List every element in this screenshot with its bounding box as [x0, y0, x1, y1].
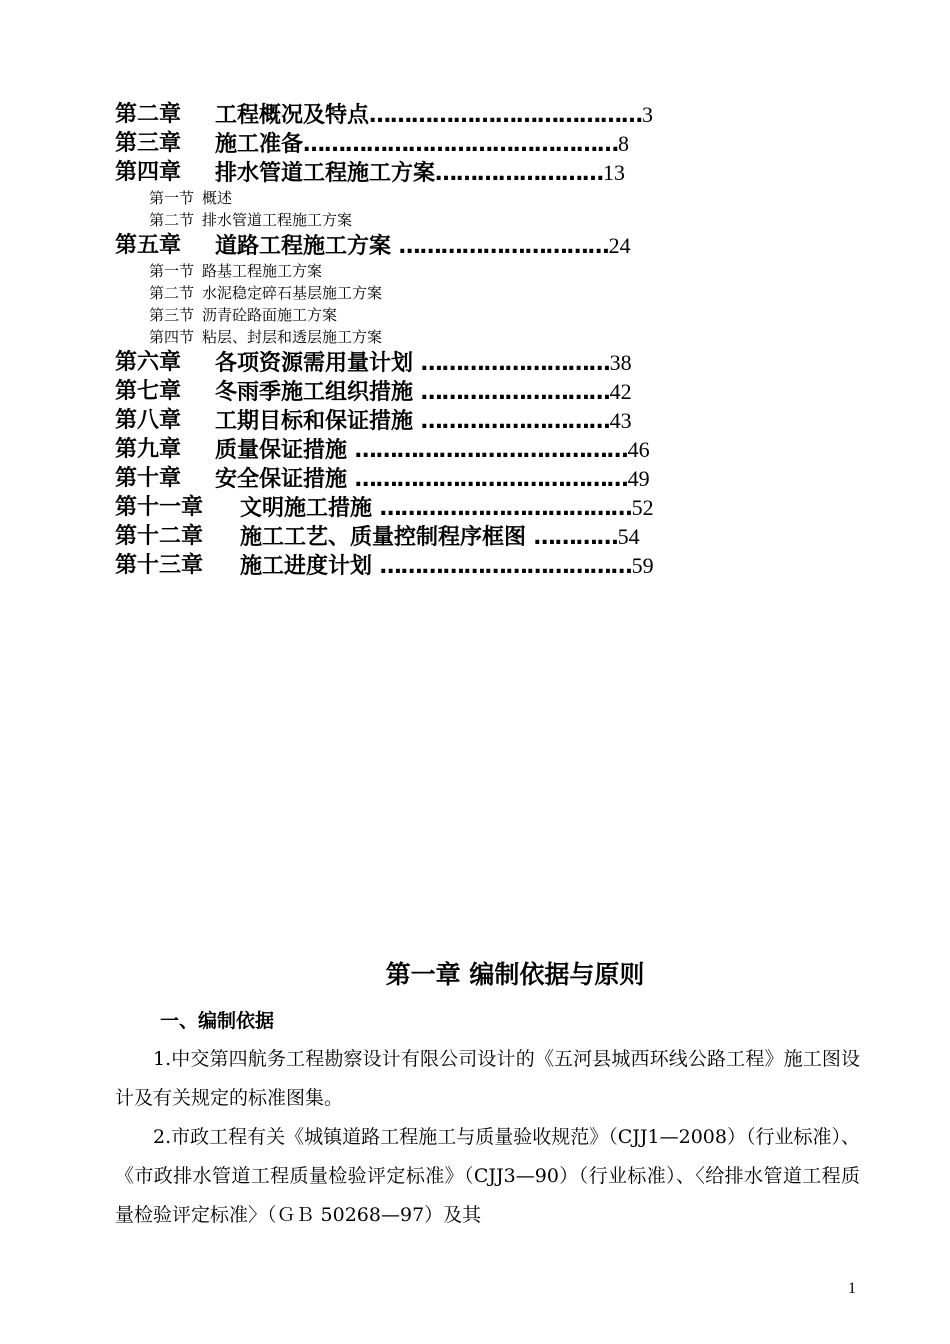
toc-chapter-entry: [115, 100, 735, 129]
toc-chapter-entry: [115, 522, 735, 551]
toc-chapter-label: 第八章: [115, 408, 182, 433]
toc-chapter-title: 施工准备: [215, 132, 304, 157]
toc-chapter-entry: [115, 348, 735, 377]
toc-chapter-entry: [115, 377, 735, 406]
toc-leader-dots: ………………………: [420, 409, 610, 434]
toc-chapter-label: 第二章: [115, 102, 182, 127]
toc-section-title: 排水管道工程施工方案: [202, 211, 353, 229]
toc-chapter-title: 道路工程施工方案: [215, 234, 399, 259]
toc-chapter-entry: [115, 551, 735, 580]
toc-page-number: 46: [627, 437, 650, 462]
toc-chapter-label: 第三章: [115, 131, 182, 156]
toc-page-number: 59: [631, 553, 654, 578]
toc-chapter-entry: [115, 464, 735, 493]
toc-page-number: 13: [603, 160, 626, 185]
toc-chapter-title: 排水管道工程施工方案: [215, 161, 436, 186]
toc-chapter-label: 第十一章: [115, 495, 204, 520]
toc-section-label: 第一节: [149, 262, 195, 280]
toc-chapter-entry: [115, 435, 735, 464]
toc-chapter-entry: [115, 493, 735, 522]
toc-chapter-label: 第四章: [115, 160, 182, 185]
toc-section-label: 第三节: [149, 306, 195, 324]
toc-page-number: 8: [618, 131, 630, 156]
toc-section-title: 沥青砼路面施工方案: [202, 306, 338, 324]
toc-leader-dots: ………………………: [420, 351, 610, 376]
toc-section-entry: [115, 304, 735, 326]
toc-leader-dots: …………………………………: [354, 438, 628, 463]
toc-chapter-label: 第九章: [115, 437, 182, 462]
toc-section-label: 第一节: [149, 189, 195, 207]
toc-section-entry: [115, 282, 735, 304]
chapter-heading: 第一章 编制依据与原则: [385, 960, 645, 989]
paragraph: 1.中交第四航务工程勘察设计有限公司设计的《五河县城西环线公路工程》施工图设计及有关规定的标准图集。: [115, 1048, 860, 1109]
toc-leader-dots: ………………………………………: [303, 132, 619, 157]
toc-chapter-title: 施工进度计划: [240, 554, 380, 579]
toc-page-number: 38: [609, 350, 632, 375]
toc-page-number: 3: [642, 102, 654, 127]
body-text: [115, 1040, 860, 1235]
toc-chapter-label: 第五章: [115, 233, 182, 258]
toc-page-number: 43: [609, 408, 632, 433]
toc-chapter-entry: [115, 158, 735, 187]
toc-page-number: 54: [617, 524, 640, 549]
toc-page-number: 49: [627, 466, 650, 491]
toc-chapter-label: 第十章: [115, 466, 182, 491]
toc-leader-dots: ……………………: [435, 161, 604, 186]
toc-chapter-title: 各项资源需用量计划: [215, 351, 421, 376]
toc-chapter-label: 第六章: [115, 350, 182, 375]
toc-leader-dots: …………………………: [398, 234, 609, 259]
toc-section-entry: [115, 187, 735, 209]
toc-chapter-entry: [115, 231, 735, 260]
toc-section-title: 概述: [202, 189, 233, 207]
toc-section-label: 第二节: [149, 284, 195, 302]
toc-chapter-title: 冬雨季施工组织措施: [215, 380, 421, 405]
toc-chapter-title: 安全保证措施: [215, 467, 355, 492]
toc-section-title: 粘层、封层和透层施工方案: [202, 328, 383, 346]
toc-page-number: 42: [609, 379, 632, 404]
toc-chapter-title: 工程概况及特点: [215, 103, 370, 128]
toc-chapter-entry: [115, 406, 735, 435]
section-subhead: 一、编制依据: [160, 1010, 275, 1032]
toc-section-entry: [115, 260, 735, 282]
toc-chapter-label: 第七章: [115, 379, 182, 404]
toc-chapter-label: 第十三章: [115, 553, 204, 578]
toc-leader-dots: …………………………………: [354, 467, 628, 492]
toc-chapter-title: 质量保证措施: [215, 438, 355, 463]
toc-leader-dots: ………………………………: [379, 496, 632, 521]
toc-page-number: 24: [608, 233, 631, 258]
table-of-contents: [115, 100, 735, 580]
toc-section-title: 路基工程施工方案: [202, 262, 323, 280]
toc-leader-dots: ………………………: [420, 380, 610, 405]
toc-section-label: 第四节: [149, 328, 195, 346]
toc-section-title: 水泥稳定碎石基层施工方案: [202, 284, 383, 302]
toc-page-number: 52: [631, 495, 654, 520]
toc-chapter-title: 工期目标和保证措施: [215, 409, 421, 434]
toc-chapter-entry: [115, 129, 735, 158]
toc-chapter-label: 第十二章: [115, 524, 204, 549]
page-number: 1: [848, 1280, 856, 1297]
toc-section-entry: [115, 326, 735, 348]
toc-chapter-title: 施工工艺、质量控制程序框图: [240, 525, 534, 550]
toc-leader-dots: …………………………………: [369, 103, 643, 128]
toc-section-entry: [115, 209, 735, 231]
toc-leader-dots: ………………………………: [379, 554, 632, 579]
toc-chapter-title: 文明施工措施: [240, 496, 380, 521]
paragraph: 2.市政工程有关《城镇道路工程施工与质量验收规范》（CJJ1—2008）（行业标准）、《市政排水管道工程质量检验评定标准》（CJJ3—90）（行业标准）、〈给排水管道工程质量检验评定标准〉（ＧＢ 50268—97）及其: [115, 1126, 860, 1226]
toc-leader-dots: …………: [533, 525, 618, 550]
toc-section-label: 第二节: [149, 211, 195, 229]
